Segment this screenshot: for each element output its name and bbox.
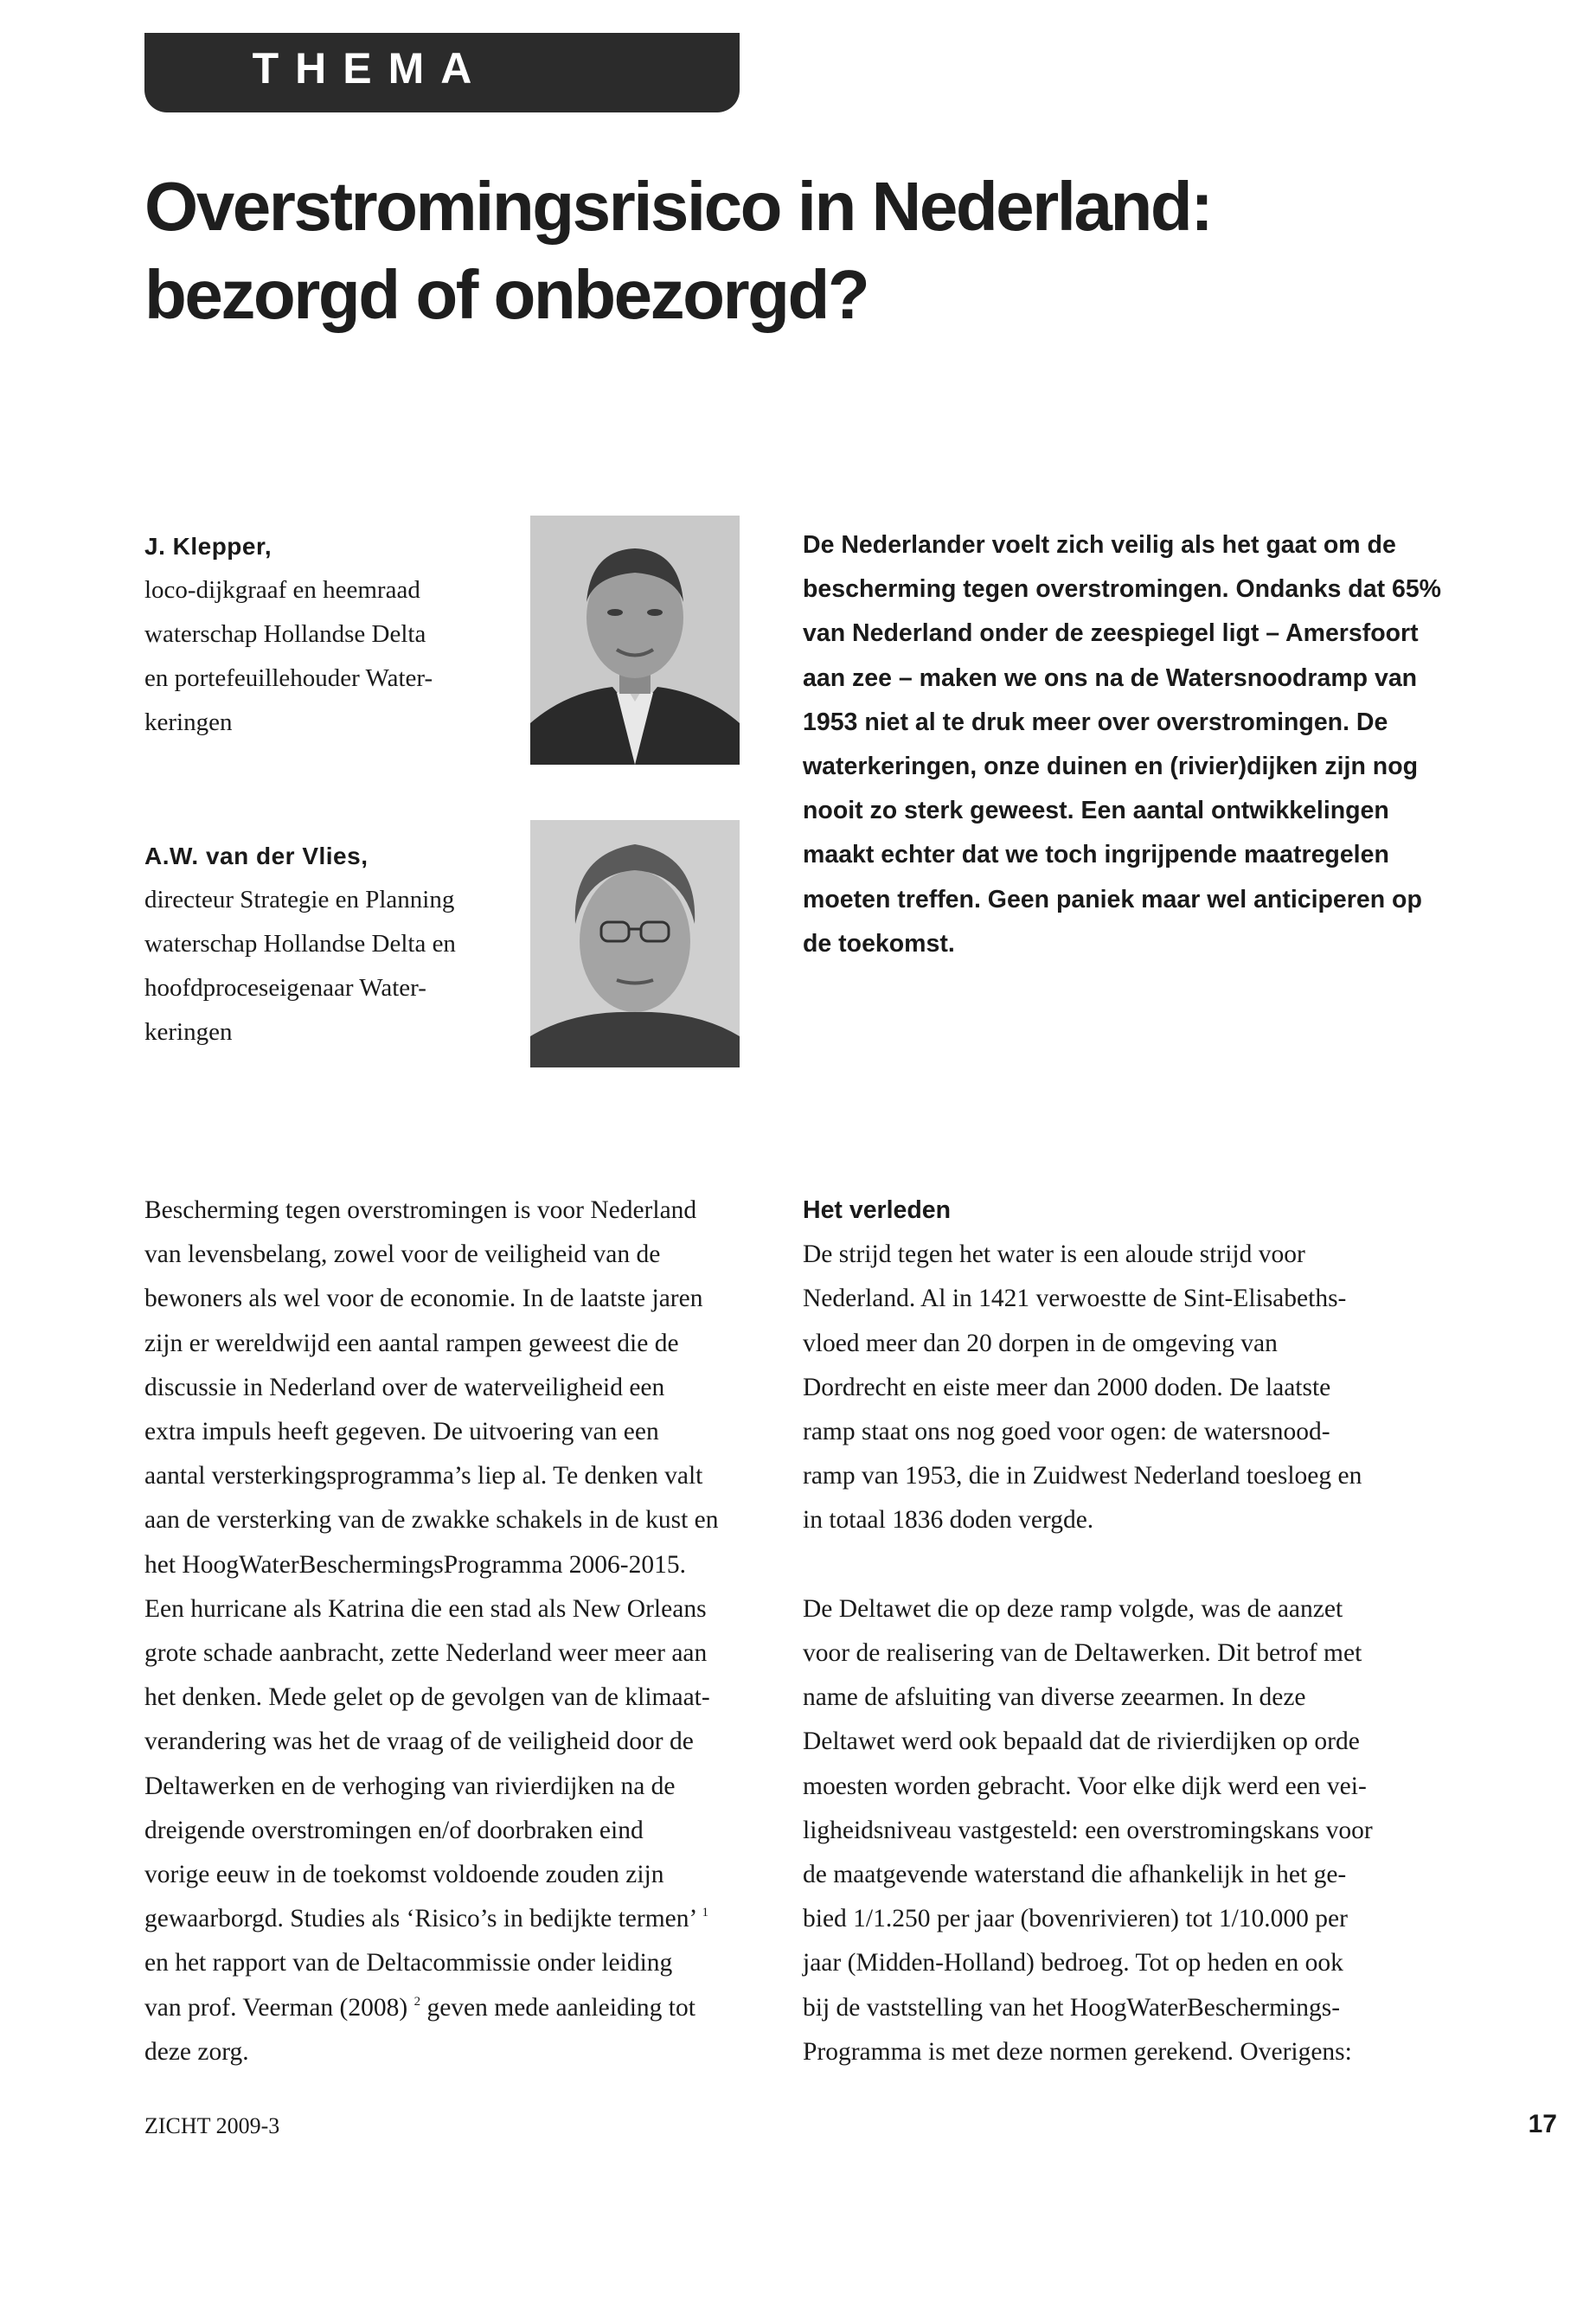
body-line: vorige eeuw in de toekomst voldoende zouden zijn [144,1861,664,1889]
body-line: discussie in Nederland over de waterveiligheid een [144,1373,665,1401]
body-line: Deltawerken en de verhoging van rivierdijken na de [144,1772,676,1800]
body-line: bij de vaststelling van het HoogWaterBeschermings- [803,1993,1341,2022]
portrait-illustration [530,516,740,765]
body-line: ramp van 1953, die in Zuidwest Nederland toesloeg en [803,1462,1362,1490]
lead-line: 1953 niet al te druk meer over overstromingen. De [803,708,1388,736]
body-line: en het rapport van de Deltacommissie onder leiding [144,1949,673,1977]
body-line: deze zorg. [144,2037,249,2066]
body-line-with-footnote [144,1986,802,2030]
body-line: moesten worden gebracht. Voor elke dijk werd een vei- [803,1772,1367,1800]
section-heading: Het verleden [803,1196,952,1224]
body-line: bied 1/1.250 per jaar (bovenrivieren) tot 1/10.000 per [803,1905,1348,1933]
body-line: dreigende overstromingen en/of doorbraken eind [144,1816,644,1844]
body-line: ligheidsniveau vastgesteld: een overstromingskans voor [803,1816,1373,1844]
lead-line: nooit zo sterk geweest. Een aantal ontwikkelingen [803,797,1389,825]
lead-line: waterkeringen, onze duinen en (rivier)dijken zijn nog [803,753,1419,781]
title-line-2: bezorgd of onbezorgd? [144,256,869,333]
author-klepper [144,524,525,745]
author-name: A.W. van der Vlies, [144,843,369,869]
author-role-line: en portefeuillehouder Water- [144,664,433,692]
author-role-line: waterschap Hollandse Delta en [144,930,456,958]
title-line-1: Overstromingsrisico in Nederland: [144,168,1212,245]
author-role-line: hoofdproceseigenaar Water- [144,974,426,1002]
lead-line: De Nederlander voelt zich veilig als het gaat om de [803,531,1396,559]
body-line: het denken. Mede gelet op de gevolgen van de klimaat- [144,1683,710,1712]
body-line: aan de versterking van de zwakke schakels in de kust en [144,1506,719,1535]
body-text: geven mede aanleiding tot [420,1993,695,2022]
portrait-illustration [530,820,740,1067]
body-line: Dordrecht en eiste meer dan 2000 doden. De laatste [803,1373,1331,1401]
body-line: verandering was het de vraag of de veiligheid door de [144,1727,694,1756]
body-line: Deltawet werd ook bepaald dat de rivierdijken op orde [803,1727,1360,1756]
body-column-left [144,1189,802,2074]
author-role-line: directeur Strategie en Planning [144,886,455,913]
author-role-line: loco-dijkgraaf en heemraad [144,576,420,604]
body-line: vloed meer dan 20 dorpen in de omgeving van [803,1329,1278,1357]
body-line: Bescherming tegen overstromingen is voor Nederland [144,1196,697,1224]
body-text: gewaarborgd. Studies als ‘Risico’s in bedijkte termen’ [144,1905,696,1933]
author-photo-klepper [530,516,740,765]
body-text: van prof. Veerman (2008) [144,1993,408,2022]
lead-line: van Nederland onder de zeespiegel ligt – Amersfoort [803,619,1419,648]
body-line: aantal versterkingsprogramma’s liep al. Te denken valt [144,1462,703,1490]
author-role-line: keringen [144,1018,233,1046]
section-label: THEMA [252,44,489,93]
body-line: voor de realisering van de Deltawerken. Dit betrof met [803,1639,1362,1668]
body-line: zijn er wereldwijd een aantal rampen geweest die de [144,1329,679,1357]
body-line: name de afsluiting van diverse zeearmen. In deze [803,1683,1306,1712]
author-role-line: waterschap Hollandse Delta [144,620,426,648]
lead-line: bescherming tegen overstromingen. Ondanks dat 65% [803,575,1442,604]
body-line: extra impuls heeft gegeven. De uitvoering van een [144,1418,659,1446]
paragraph-gap [803,1543,1460,1587]
lead-line: moeten treffen. Geen paniek maar wel anticiperen op [803,885,1422,913]
body-line: ramp staat ons nog goed voor ogen: de watersnood- [803,1418,1330,1446]
article-lead [803,523,1547,966]
lead-line: aan zee – maken we ons na de Watersnoodramp van [803,663,1418,692]
author-photo-van-der-vlies [530,820,740,1067]
body-line: Nederland. Al in 1421 verwoestte de Sint-Elisabeths- [803,1285,1347,1313]
lead-line: de toekomst. [803,929,955,958]
body-column-right [803,1189,1460,2074]
journal-issue: ZICHT 2009-3 [144,2113,280,2138]
footnote-ref: 1 [702,1906,708,1920]
body-line: jaar (Midden-Holland) bedroeg. Tot op heden en ook [803,1949,1343,1977]
body-line: van levensbelang, zowel voor de veiligheid van de [144,1240,661,1269]
body-line: Een hurricane als Katrina die een stad als New Orleans [144,1594,707,1623]
article-title [144,163,1442,339]
lead-line: maakt echter dat we toch ingrijpende maatregelen [803,841,1389,869]
body-line-with-footnote [144,1897,802,1941]
body-line: De Deltawet die op deze ramp volgde, was de aanzet [803,1594,1343,1623]
body-line: Programma is met deze normen gerekend. Overigens: [803,2037,1352,2066]
body-line: het HoogWaterBeschermingsProgramma 2006-2015. [144,1550,686,1579]
footnote-ref: 2 [413,1994,421,2009]
page-number: 17 [1528,2110,1557,2138]
author-name: J. Klepper, [144,533,272,560]
body-line: grote schade aanbracht, zette Nederland weer meer aan [144,1639,708,1668]
body-line: De strijd tegen het water is een aloude strijd voor [803,1240,1305,1269]
body-line: de maatgevende waterstand die afhankelijk in het ge- [803,1861,1347,1889]
author-role-line: keringen [144,708,233,736]
author-van-der-vlies [144,834,525,1054]
body-line: bewoners als wel voor de economie. In de laatste jaren [144,1285,703,1313]
body-line: in totaal 1836 doden vergde. [803,1506,1094,1535]
